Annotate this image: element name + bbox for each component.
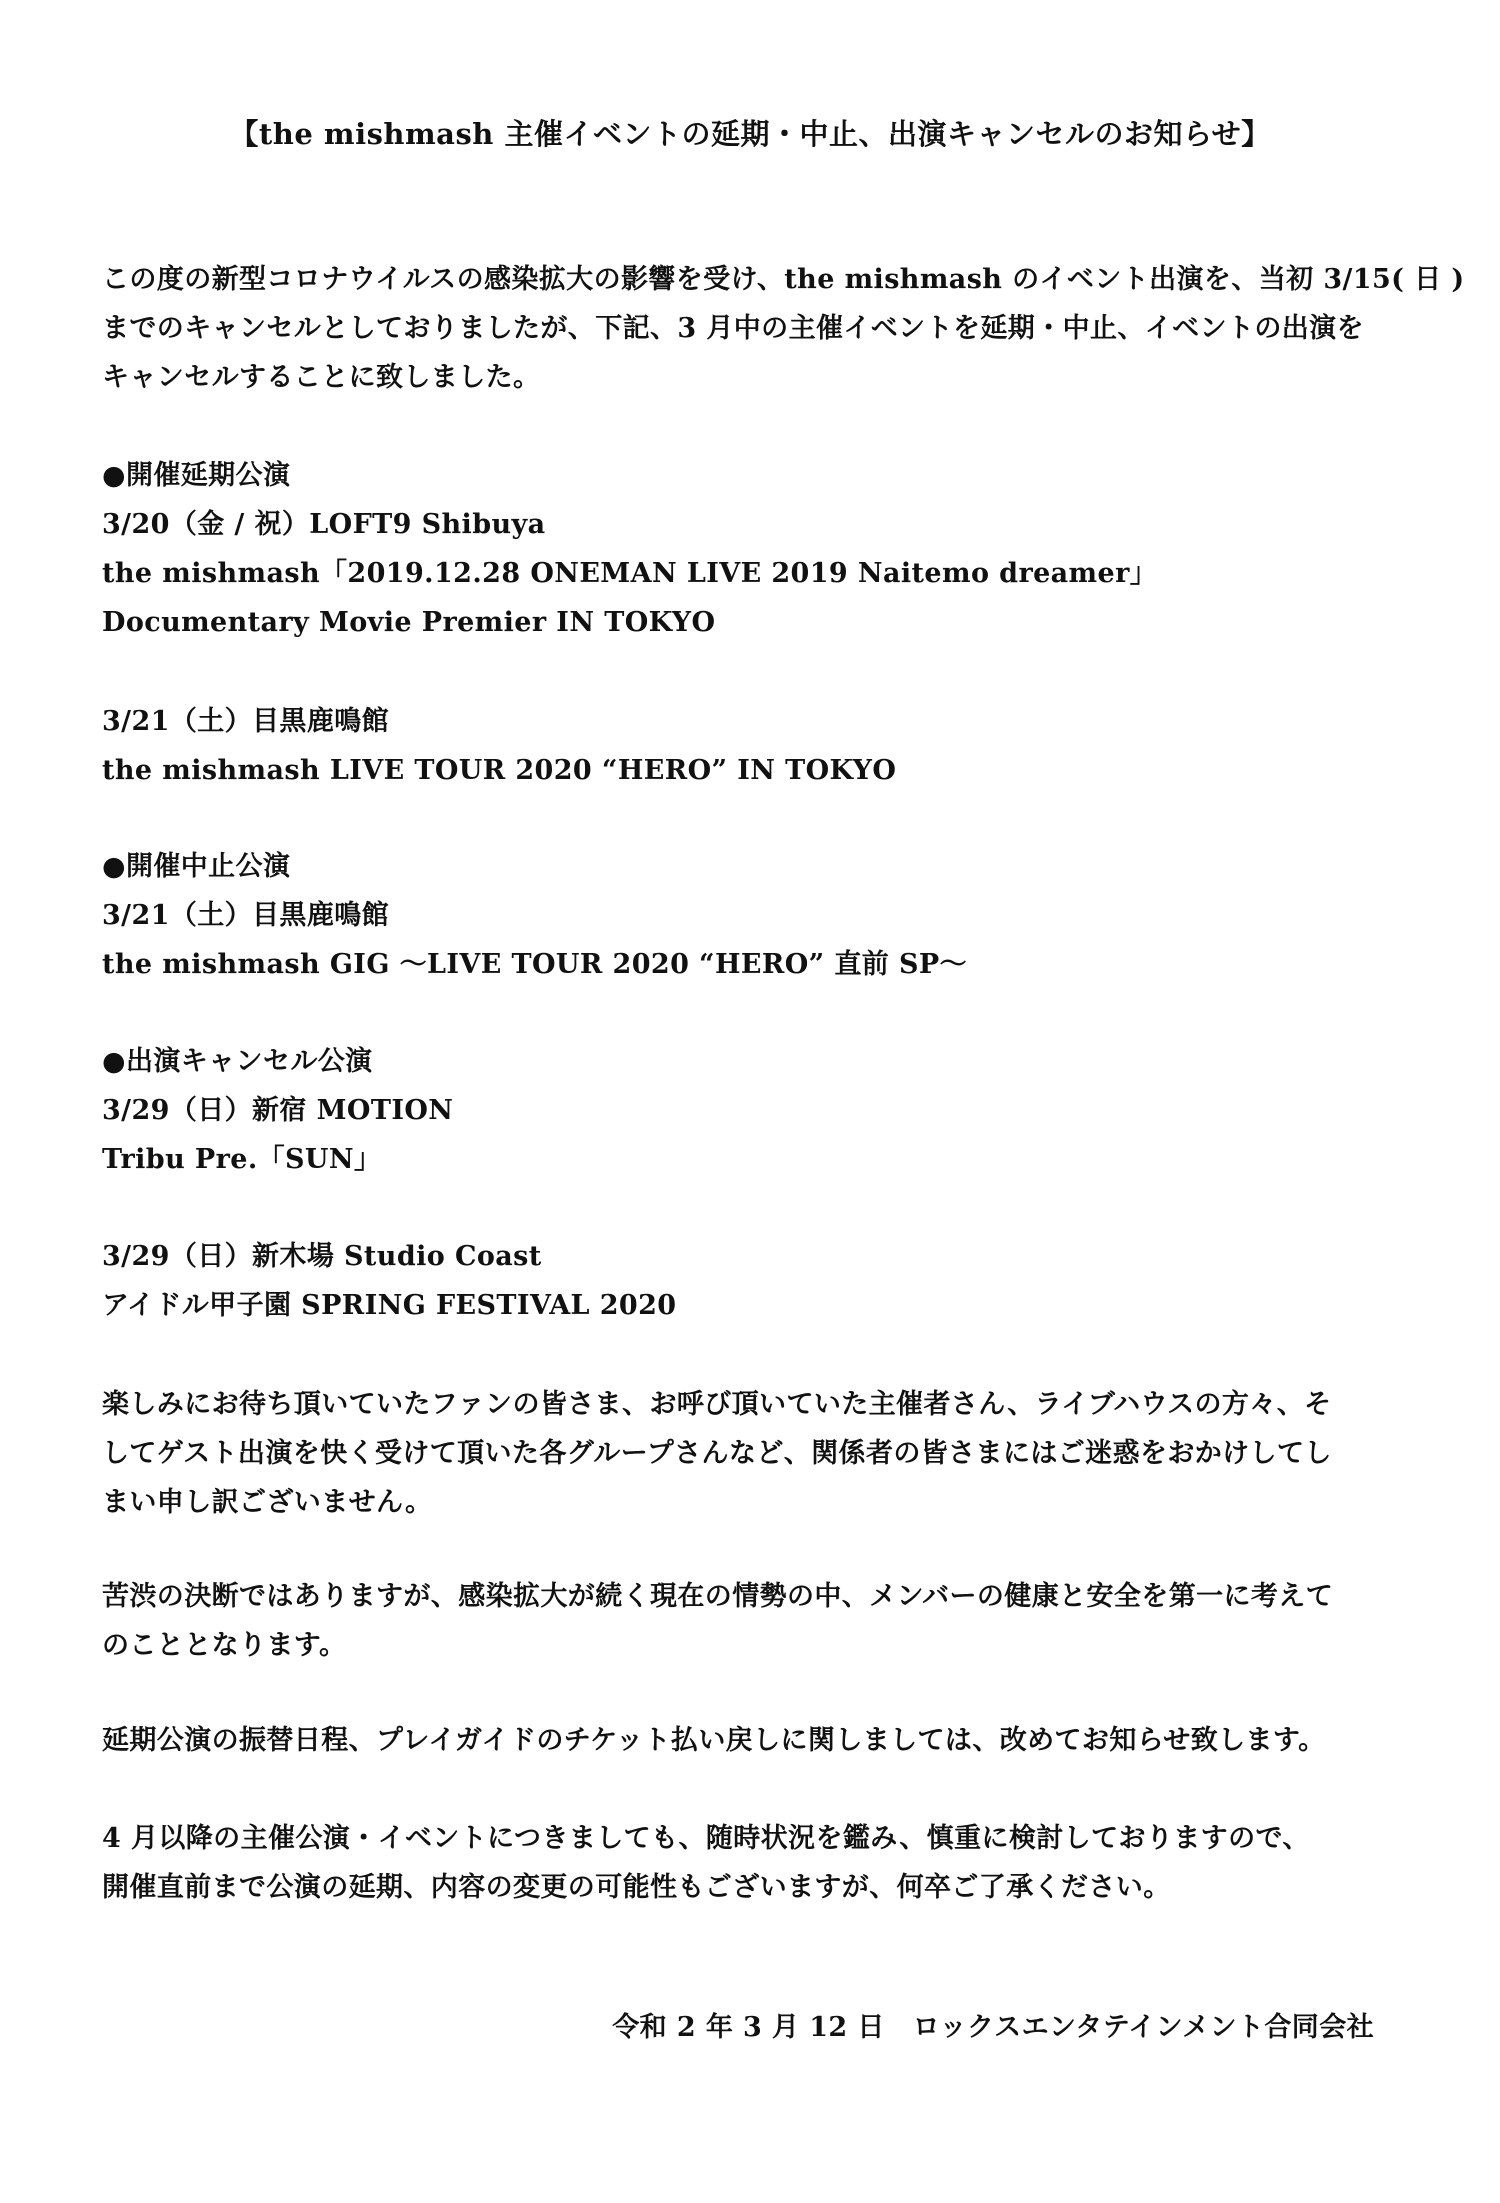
event-date: 3/21（土）目黒鹿鳴館 [102,900,390,931]
signature-company: ロックスエンタテインメント合同会社 [912,2012,1374,2043]
future-line: 4 月以降の主催公演・イベントにつきましても、随時状況を鑑み、慎重に検討しておりますので、 [102,1823,1310,1854]
event-date: 3/20（金 / 祝）LOFT9 Shibuya [102,509,546,540]
future-line: 開催直前まで公演の延期、内容の変更の可能性もございますが、何卒ご了承ください。 [102,1872,1171,1903]
section-heading-cancelled: ●開催中止公演 [102,851,291,882]
event-date: 3/29（日）新宿 MOTION [102,1095,454,1126]
apology-paragraph [102,1380,1402,1527]
section-heading-postponed: ●開催延期公演 [102,460,291,491]
section-heading-appearance-cancelled: ●出演キャンセル公演 [102,1046,373,1077]
event-date: 3/29（日）新木場 Studio Coast [102,1241,542,1272]
appearance-cancelled-section [102,1037,1402,1184]
refund-paragraph [102,1716,1402,1765]
intro-line: この度の新型コロナウイルスの感染拡大の影響を受け、the mishmash のイベント出演を、当初 3/15( 日 ) [102,264,1465,295]
notice-title: 【the mishmash 主催イベントの延期・中止、出演キャンセルのお知らせ】 [229,117,1271,151]
event-title: アイドル甲子園 SPRING FESTIVAL 2020 [102,1290,677,1321]
signature [612,2005,1374,2044]
intro-paragraph [102,255,1465,402]
appearance-cancelled-event-2 [102,1232,1402,1330]
postponed-section [102,451,1402,647]
cancelled-section [102,842,1402,989]
decision-line: のこととなります。 [102,1630,347,1661]
event-title: the mishmash「2019.12.28 ONEMAN LIVE 2019 Naitemo dreamer」 [102,558,1158,589]
apology-line: してゲスト出演を快く受けて頂いた各グループさんなど、関係者の皆さまにはご迷惑をおかけしてし [102,1438,1332,1469]
event-title: the mishmash LIVE TOUR 2020 “HERO” IN TOKYO [102,755,897,786]
event-title: Tribu Pre.「SUN」 [102,1144,382,1175]
postponed-event-2 [102,697,1402,795]
apology-line: まい申し訳ございません。 [102,1487,433,1518]
future-paragraph [102,1814,1402,1912]
refund-line: 延期公演の振替日程、プレイガイドのチケット払い戻しに関しましては、改めてお知らせ致します。 [102,1725,1326,1756]
event-title: Documentary Movie Premier IN TOKYO [102,607,716,638]
intro-line: キャンセルすることに致しました。 [102,362,541,393]
intro-line: までのキャンセルとしておりましたが、下記、3 月中の主催イベントを延期・中止、イベントの出演を [102,313,1364,344]
event-date: 3/21（土）目黒鹿鳴館 [102,706,390,737]
apology-line: 楽しみにお待ち頂いていたファンの皆さま、お呼び頂いていた主催者さん、ライブハウスの方々、そ [102,1389,1332,1420]
decision-paragraph [102,1572,1402,1670]
event-title: the mishmash GIG 〜LIVE TOUR 2020 “HERO” 直前 SP〜 [102,949,967,980]
signature-date: 令和 2 年 3 月 12 日 [612,2012,885,2043]
decision-line: 苦渋の決断ではありますが、感染拡大が続く現在の情勢の中、メンバーの健康と安全を第一に考えて [102,1581,1334,1612]
